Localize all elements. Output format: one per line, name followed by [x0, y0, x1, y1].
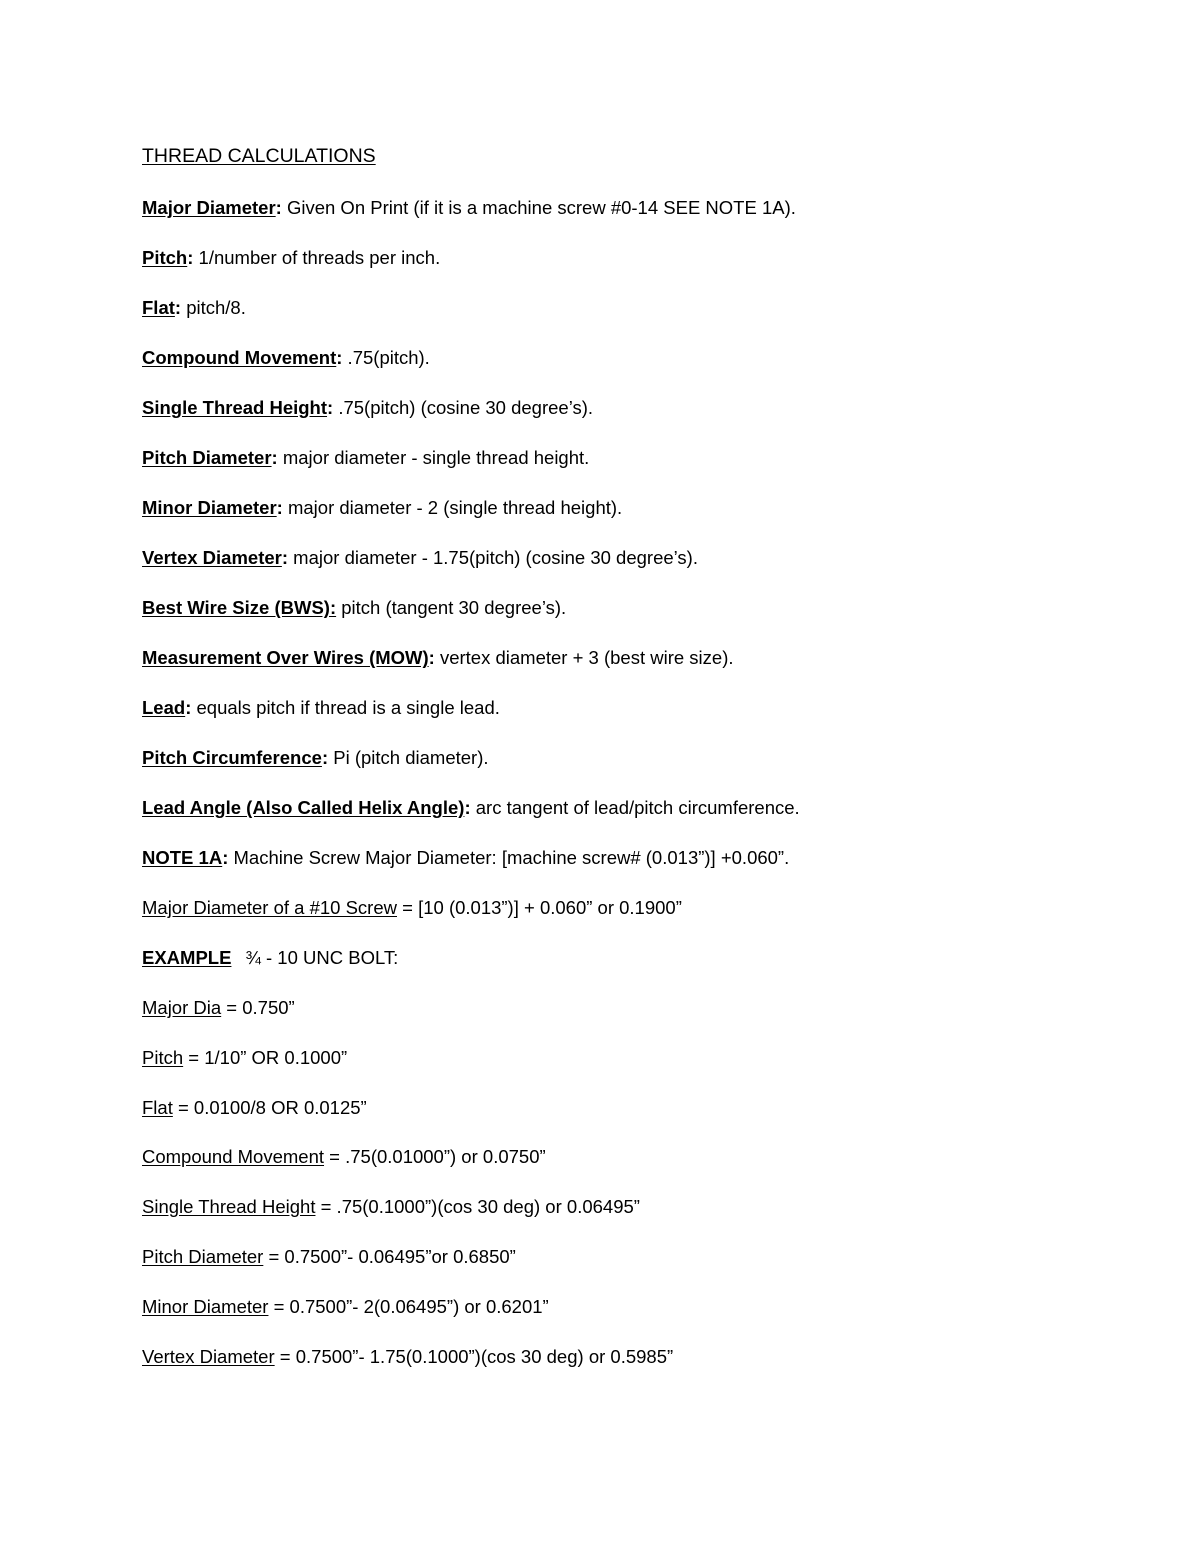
- document-title: [142, 144, 376, 168]
- example-term: Vertex Diameter: [142, 1346, 275, 1367]
- example-term: Pitch: [142, 1047, 184, 1068]
- example-value: = 0.7500”- 2(0.06495”) or 0.6201”: [268, 1296, 549, 1317]
- definition-minor-diameter: Minor Diameter: major diameter - 2 (single thread height).: [142, 497, 623, 518]
- title-text: THREAD CALCULATIONS: [142, 145, 376, 167]
- example-value: = 0.7500”- 0.06495”or 0.6850”: [263, 1246, 516, 1267]
- example-value: = 0.7500”- 1.75(0.1000”)(cos 30 deg) or 0.5985”: [274, 1346, 674, 1367]
- definition-lead-angle: Lead Angle (Also Called Helix Angle): arc tangent of lead/pitch circumference.: [142, 797, 800, 818]
- note-text: Machine Screw Major Diameter: [machine screw# (0.013”)] +0.060”.: [228, 847, 790, 868]
- definition-text: vertex diameter + 3 (best wire size).: [434, 647, 734, 668]
- definition-text: .75(pitch).: [342, 347, 430, 368]
- example-heading: [142, 946, 398, 970]
- example-term: Flat: [142, 1097, 173, 1118]
- definition-lead: Lead: equals pitch if thread is a single lead.: [142, 697, 500, 718]
- definition-text: Pi (pitch diameter).: [328, 747, 489, 768]
- definition-major-diameter: Major Diameter: Given On Print (if it is a machine screw #0-14 SEE NOTE 1A).: [142, 197, 796, 218]
- example-term: Minor Diameter: [142, 1296, 269, 1317]
- example-line-vertex-diameter: [142, 1345, 673, 1369]
- definition-text: .75(pitch) (cosine 30 degree’s).: [333, 397, 594, 418]
- note-label: NOTE 1A: [142, 847, 223, 868]
- example-term: Compound Movement: [142, 1146, 325, 1167]
- definition-flat: Flat: pitch/8.: [142, 297, 246, 318]
- definition-text: arc tangent of lead/pitch circumference.: [470, 797, 800, 818]
- example-line-minor-diameter: [142, 1295, 549, 1319]
- note-1a: NOTE 1A: Machine Screw Major Diameter: [machine screw# (0.013”)] +0.060”.: [142, 847, 790, 868]
- definition-term: Single Thread Height: [142, 397, 328, 418]
- definition-single-thread-height: Single Thread Height: .75(pitch) (cosine 30 degree’s).: [142, 397, 594, 418]
- definition-term: Vertex Diameter: [142, 547, 282, 568]
- definition-text: pitch/8.: [181, 297, 246, 318]
- example-line-flat: [142, 1096, 367, 1120]
- definition-text: major diameter - 2 (single thread height).: [282, 497, 623, 518]
- definition-term: Lead Angle (Also Called Helix Angle): [142, 797, 465, 818]
- example-term: Pitch Diameter: [142, 1246, 264, 1267]
- definition-text: pitch (tangent 30 degree’s).: [336, 597, 567, 618]
- definition-pitch-circumference: Pitch Circumference: Pi (pitch diameter).: [142, 747, 489, 768]
- definition-term: Minor Diameter: [142, 497, 277, 518]
- note-example-text: = [10 (0.013”)] + 0.060” or 0.1900”: [397, 897, 682, 918]
- example-term: Major Dia: [142, 997, 222, 1018]
- definition-term: Major Diameter: [142, 197, 276, 218]
- example-line-single-thread-height: [142, 1195, 640, 1219]
- definition-text: major diameter - 1.75(pitch) (cosine 30 degree’s).: [288, 547, 698, 568]
- example-line-compound-movement: [142, 1145, 546, 1169]
- definition-measurement-over-wires: Measurement Over Wires (MOW): vertex diameter + 3 (best wire size).: [142, 647, 734, 668]
- definition-best-wire-size: [142, 596, 566, 620]
- note-example-line: [142, 896, 682, 920]
- example-line-pitch-diameter: [142, 1245, 516, 1269]
- example-value: = .75(0.01000”) or 0.0750”: [324, 1146, 546, 1167]
- definition-term: Best Wire Size (BWS):: [142, 597, 337, 618]
- definition-text: Given On Print (if it is a machine screw #0-14 SEE NOTE 1A).: [281, 197, 796, 218]
- example-value: = 1/10” OR 0.1000”: [183, 1047, 348, 1068]
- example-value: = .75(0.1000”)(cos 30 deg) or 0.06495”: [315, 1196, 640, 1217]
- example-value: = 0.0100/8 OR 0.0125”: [172, 1097, 367, 1118]
- definition-text: 1/number of threads per inch.: [193, 247, 441, 268]
- note-example-term: Major Diameter of a #10 Screw: [142, 897, 397, 918]
- definition-compound-movement: Compound Movement: .75(pitch).: [142, 347, 430, 368]
- definition-pitch-diameter: Pitch Diameter: major diameter - single thread height.: [142, 447, 590, 468]
- definition-term: Measurement Over Wires (MOW): [142, 647, 429, 668]
- definition-text: major diameter - single thread height.: [277, 447, 590, 468]
- definition-term: Flat: [142, 297, 175, 318]
- example-line-major-dia: [142, 996, 295, 1020]
- example-description: ¾ - 10 UNC BOLT:: [245, 947, 399, 968]
- definition-text: equals pitch if thread is a single lead.: [191, 697, 500, 718]
- definition-term: Pitch Diameter: [142, 447, 272, 468]
- example-value: = 0.750”: [221, 997, 295, 1018]
- example-label: EXAMPLE: [142, 947, 232, 968]
- definition-term: Pitch Circumference: [142, 747, 322, 768]
- example-term: Single Thread Height: [142, 1196, 316, 1217]
- definition-term: Pitch: [142, 247, 188, 268]
- definition-term: Lead: [142, 697, 186, 718]
- definition-pitch: Pitch: 1/number of threads per inch.: [142, 247, 441, 268]
- definition-term: Compound Movement: [142, 347, 337, 368]
- example-line-pitch: [142, 1046, 347, 1070]
- definition-vertex-diameter: Vertex Diameter: major diameter - 1.75(pitch) (cosine 30 degree’s).: [142, 547, 698, 568]
